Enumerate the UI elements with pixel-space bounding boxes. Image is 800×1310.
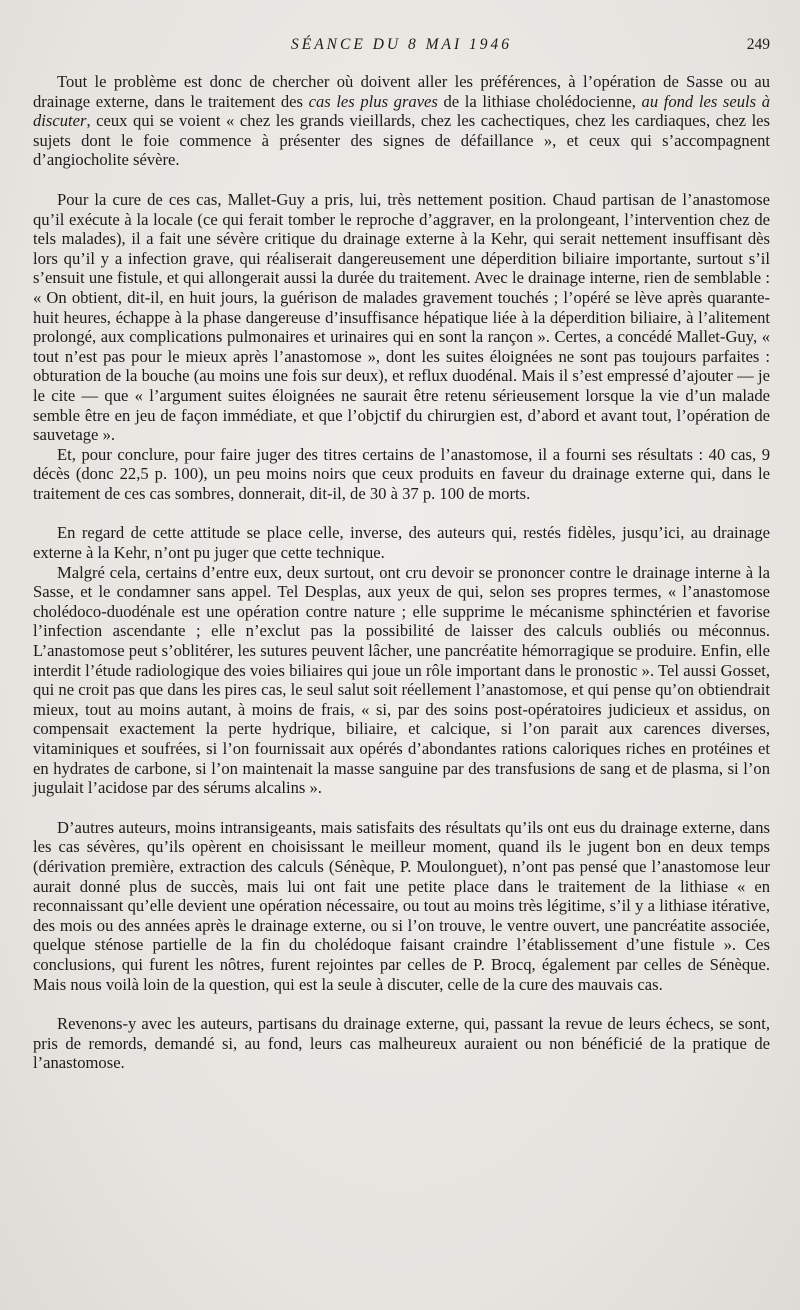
- running-title: SÉANCE DU 8 MAI 1946: [290, 36, 512, 53]
- paragraph-1-text-b: de la lithiase cholédocienne,: [437, 91, 642, 111]
- paragraph-1-text-a: Tout le problème est donc de chercher où doivent aller les préférences, à l’opération de Sasse ou au drainage externe, dans le traitement des: [33, 72, 770, 111]
- paragraph-2: Pour la cure de ces cas, Mallet-Guy a pris, lui, très nettement position. Chaud partisan de l’anastomose qu’il exécute à la locale (ce qui ferait tomber le reproche d’aggraver, en la prolongeant, l’intervention chez de tels malades), il a fait une sévère critique du drainage externe à la Kehr, qui serait nettement insuffisant dès lors qu’il y a infection grave, qui réaliserait dangereusement une déperdition biliaire importante, surtout s’il s’ensuit une fistule, et qui allongerait aussi la durée du traitement. Avec le drainage interne, rien de semblable : « On obtient, dit-il, en huit jours, la guérison de malades gravement touchés ; l’opéré se lève après quarante-huit heures, échappe à la phase dangereuse d’insuffisance hépatique liée à la déperdition biliaire, à l’alitement prolongé, aux complications pulmonaires et urinaires qui en sont la rançon ». Certes, a concédé Mallet-Guy, « tout n’est pas pour le mieux après l’anastomose », dont les suites éloignées ne sont pas toujours parfaites : obturation de la bouche (au moins une fois sur deux), et reflux duodénal. Mais il s’est empressé d’ajouter — je le cite — que « l’argument suites éloignées ne saurait être retenu sérieusement lorsque la vie d’un malade semble être en jeu de façon immédiate, et que l’objctif du chirurgien est, d’abord et avant tout, l’opération de sauvetage ».: [33, 189, 770, 445]
- paragraph-7: Revenons-y avec les auteurs, partisans du drainage externe, qui, passant la revue de leurs échecs, se sont, pris de remords, demandé si, au fond, leurs cas malheureux auraient ou non bénéficié de la pratique de l’anastomose.: [33, 1014, 770, 1073]
- paragraph-1-italic-a: cas les plus graves: [308, 91, 438, 111]
- paragraph-1-italic-b: au fond les seuls à discuter: [33, 91, 770, 131]
- paragraph-1-text-c: , ceux qui se voient « chez les grands vieillards, chez les cachectiques, chez les cardiaques, chez les sujets dont le foie commence à présenter des signes de défaillance », et ceux qui s’accompagnent d’angiocholite sévère.: [33, 111, 770, 170]
- page-header: [33, 36, 770, 66]
- paragraph-3: Et, pour conclure, pour faire juger des titres certains de l’anastomose, il a fourni ses résultats : 40 cas, 9 décès (donc 22,5 p. 100), un peu moins noirs que ceux produits en faveur du drainage externe qui, dans le traitement de ces cas sombres, donnerait, dit-il, de 30 à 37 p. 100 de morts.: [33, 444, 770, 503]
- paragraph-1: [33, 72, 770, 170]
- paragraph-5: Malgré cela, certains d’entre eux, deux surtout, ont cru devoir se prononcer contre le drainage interne à la Sasse, et le condamner sans appel. Tel Desplas, aux yeux de qui, selon ses propres termes, « l’anastomose cholédoco-duodénale est une opération contre nature ; elle supprime le mécanisme sphinctérien et favorise l’infection ascendante ; elle n’exclut pas la possibilité de laisser des calculs oubliés ou méconnus. L’anastomose peut s’oblitérer, les sutures peuvent lâcher, une pancréatite hémorragique se produire. Enfin, elle interdit l’étude radiologique des voies biliaires qui joue un rôle important dans le pronostic ». Tel aussi Gosset, qui ne croit pas que dans les pires cas, le seul salut soit réellement l’anastomose, et qui pense qu’on obtiendrait mieux, tout au moins autant, à moins de frais, « si, par des soins post-opératoires judicieux et assidus, on compensait exactement la perte hydrique, biliaire, et calcique, si l’on parait aux carences diverses, vitaminiques et soufrées, si l’on fournissait aux opérés d’abondantes rations caloriques riches en protéines et en hydrates de carbone, si l’on maintenait la masse sanguine par des transfusions de sang et de plasma, si l’on jugulait l’acidose par des sérums alcalins ».: [33, 562, 770, 798]
- paragraph-6: D’autres auteurs, moins intransigeants, mais satisfaits des résultats qu’ils ont eus du drainage externe, dans les cas sévères, qu’ils opèrent en choisissant le meilleur moment, quand ils le jugent bon en deux temps (dérivation première, extraction des calculs (Sénèque, P. Moulonguet), n’ont pas pensé que l’anastomose leur aurait donné plus de succès, mais lui ont fait une petite place dans le traitement de la lithiase « en reconnaissant qu’elle devient une opération nécessaire, ou tout au moins très légitime, s’il y a lithiase itérative, des mois ou des années après le drainage externe, ou si l’on trouve, le ventre ouvert, une pancréatite associée, quelque sténose partielle de la fin du cholédoque faisant craindre l’établissement d’une fistule ». Ces conclusions, qui furent les nôtres, furent rejointes par celles de P. Brocq, également par celles de Sénèque. Mais nous voilà loin de la question, qui est la seule à discuter, celle de la cure des mauvais cas.: [33, 817, 770, 994]
- paragraph-4: En regard de cette attitude se place celle, inverse, des auteurs qui, restés fidèles, jusqu’ici, au drainage externe à la Kehr, n’ont pu juger que cette technique.: [33, 523, 770, 563]
- page-number: 249: [746, 36, 770, 53]
- body-text: [33, 72, 770, 1073]
